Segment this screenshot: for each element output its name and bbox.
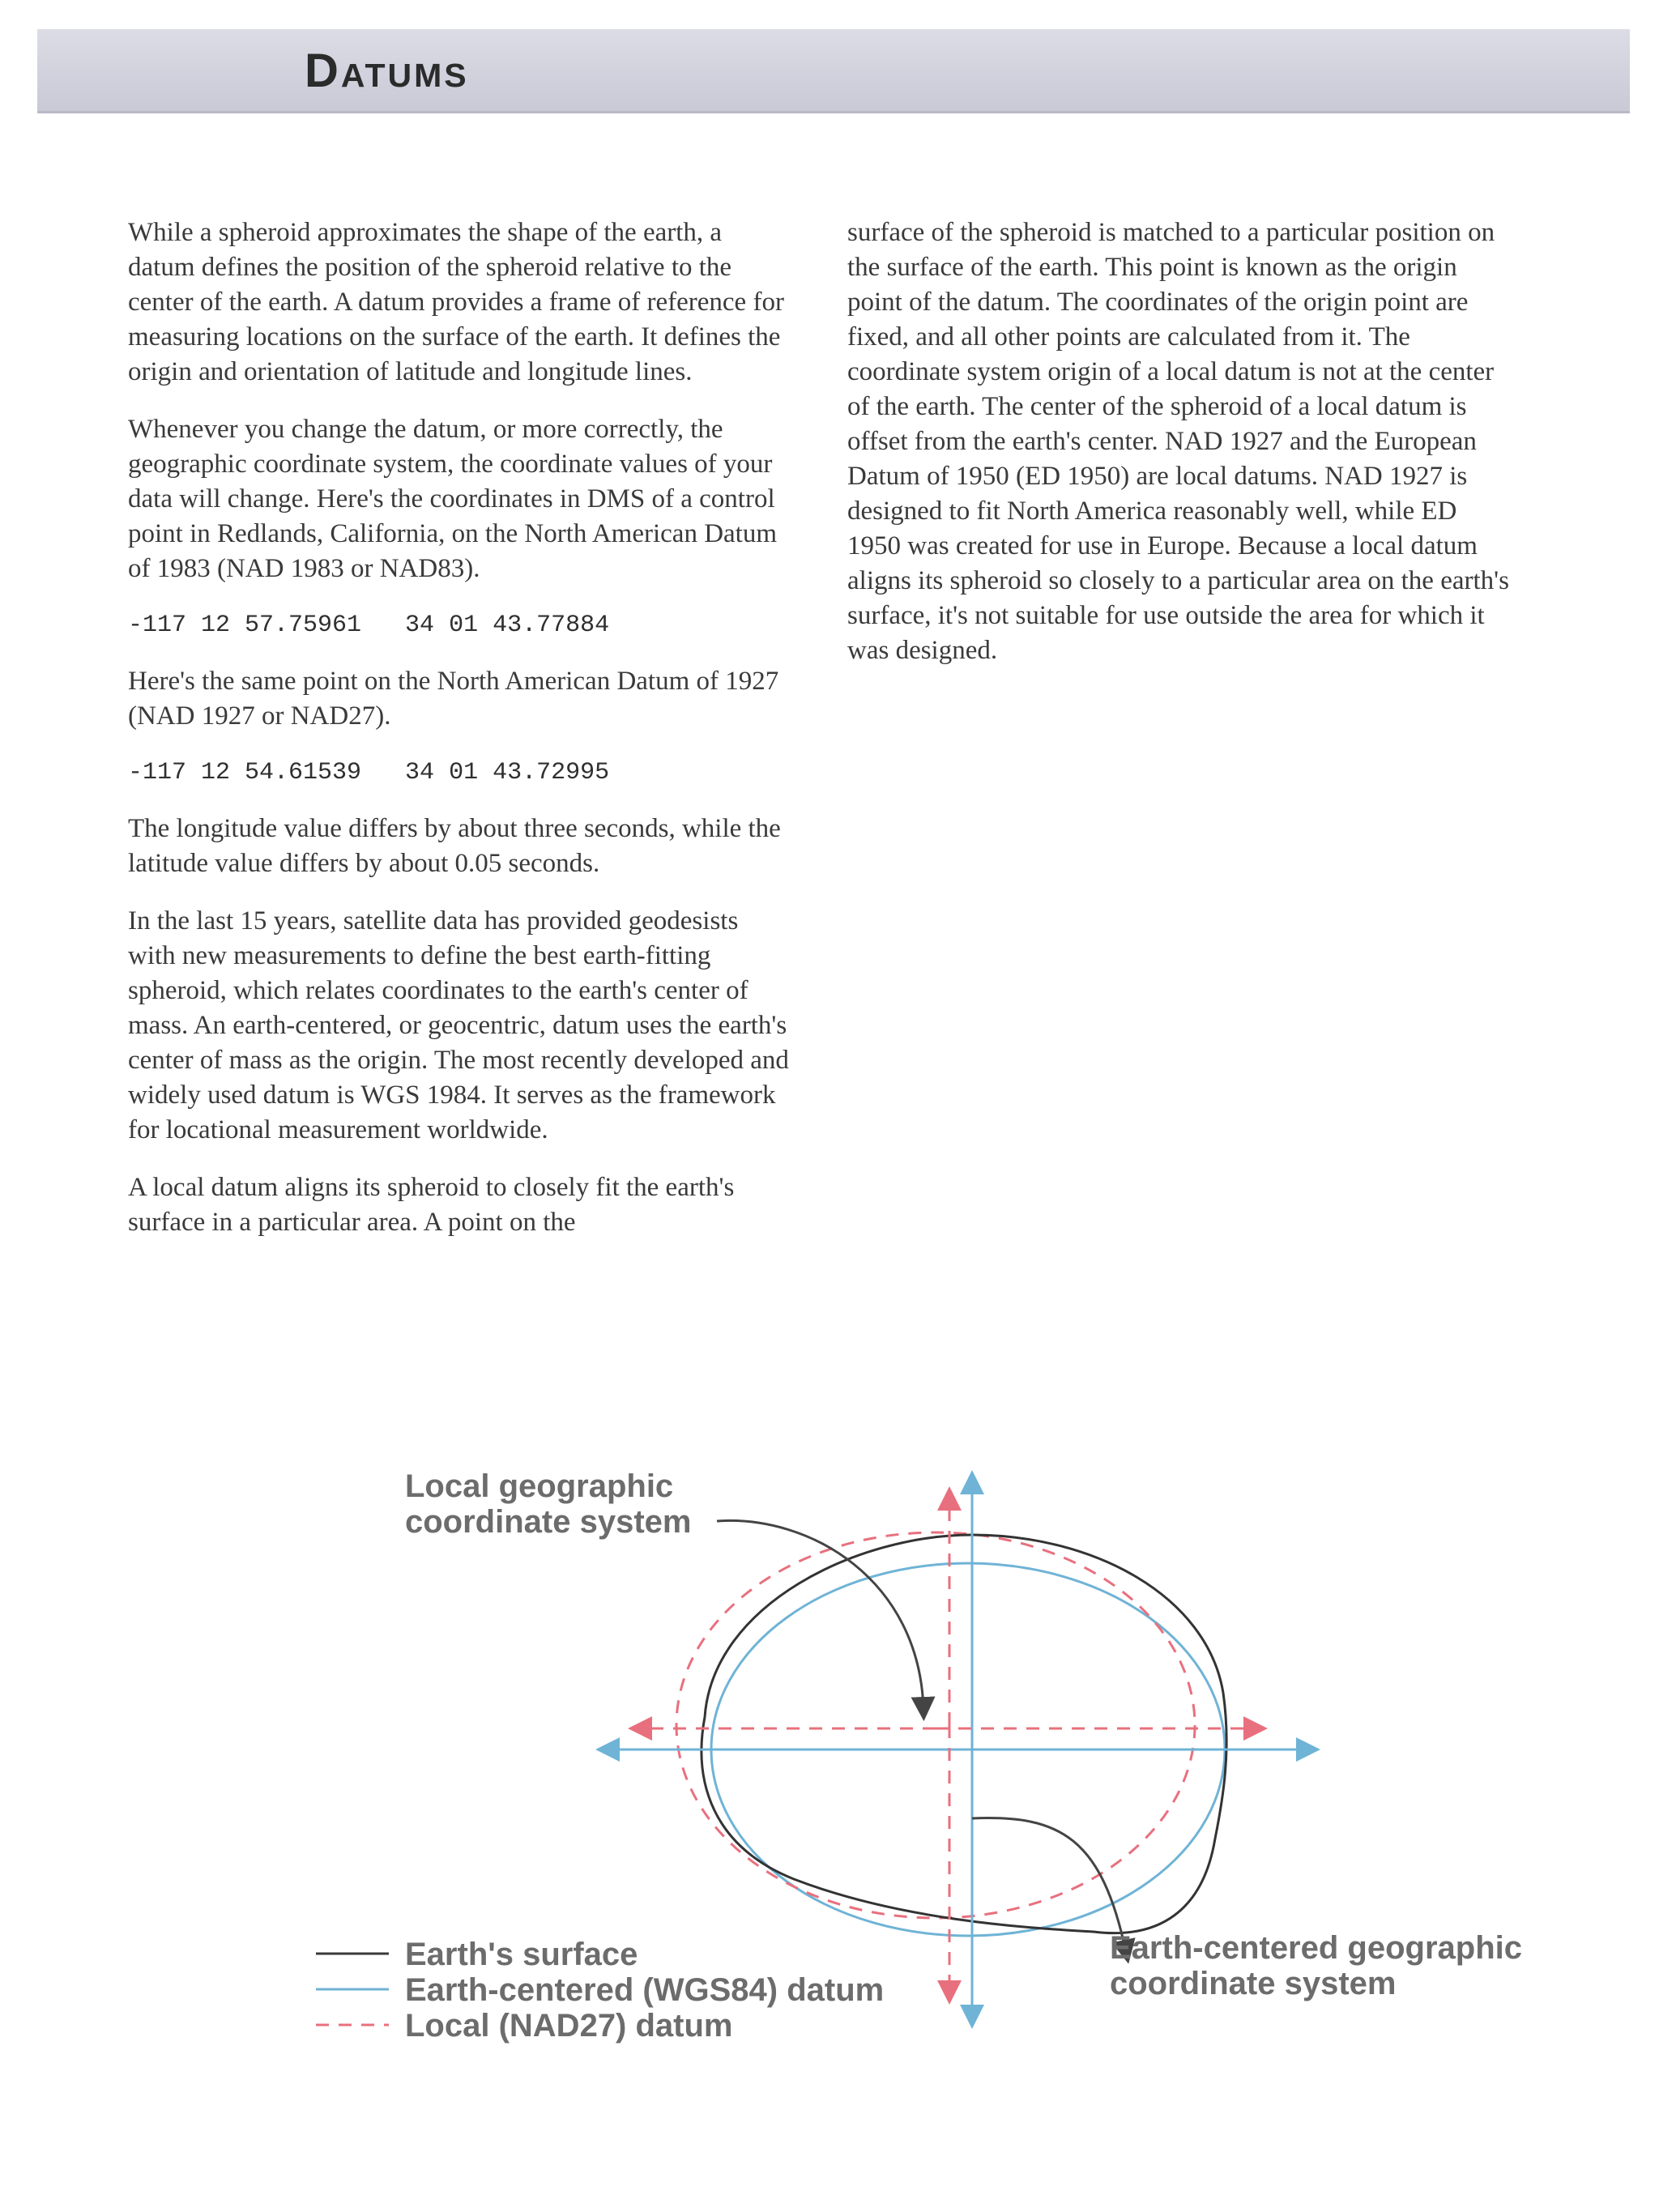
right-column	[847, 215, 1512, 691]
paragraph: surface of the spheroid is matched to a particular position on the surface of the earth. This point is known as the origin point of the datum. The coordinates of the origin point are fixed, and all other points are calculated from it. The coordinate system origin of a local datum is not at the center of the earth. The center of the spheroid of a local datum is offset from the earth's center. NAD 1927 and the European Datum of 1950 (ED 1950) are local datums. NAD 1927 is designed to fit North America reasonably well, while ED 1950 was created for use in Europe. Because a local datum aligns its spheroid so closely to a particular area on the earth's surface, it's not suitable for use outside the area for which it was designed.	[847, 218, 1509, 665]
label-earth-line2: coordinate system	[1110, 1966, 1397, 2001]
coordinate-nad83: -117 12 57.75961 34 01 43.77884	[128, 612, 610, 639]
nad27-datum-ellipse	[676, 1532, 1195, 1918]
left-column	[128, 215, 792, 1263]
paragraph: A local datum aligns its spheroid to closely fit the earth's surface in a particular area. A point on the	[128, 1173, 735, 1237]
legend-earth-surface: Earth's surface	[405, 1937, 638, 1972]
paragraph: The longitude value differs by about three seconds, while the latitude value differs by about 0.05 seconds.	[128, 814, 781, 878]
legend-nad27: Local (NAD27) datum	[405, 2008, 733, 2044]
paragraph: While a spheroid approximates the shape of the earth, a datum defines the position of the spheroid relative to the center of the earth. A datum provides a frame of reference for measuring locations on the surface of the earth. It defines the origin and orientation of latitude and longitude lines.	[128, 218, 784, 386]
label-earth-line1: Earth-centered geographic	[1110, 1930, 1523, 1966]
paragraph: In the last 15 years, satellite data has provided geodesists with new measurements to define the best earth-fitting spheroid, which relates coordinates to the earth's center of mass. An earth-centered, or geocentric, datum uses the earth's center of mass as the origin. The most recently developed and widely used datum is WGS 1984. It serves as the framework for locational measurement worldwide.	[128, 906, 789, 1144]
coordinate-nad27: -117 12 54.61539 34 01 43.72995	[128, 759, 610, 786]
label-local-line2: coordinate system	[405, 1504, 692, 1540]
legend-wgs84: Earth-centered (WGS84) datum	[405, 1972, 885, 2008]
paragraph: Here's the same point on the North American Datum of 1927 (NAD 1927 or NAD27).	[128, 667, 779, 731]
datum-diagram	[292, 1458, 1555, 2073]
paragraph: Whenever you change the datum, or more correctly, the geographic coordinate system, the coordinate values of your data will change. Here's the coordinates in DMS of a control point in Redlands, California, on the North American Datum of 1983 (NAD 1983 or NAD83).	[128, 415, 778, 583]
header-band	[37, 29, 1630, 113]
page-title: Datums	[305, 45, 469, 97]
legend	[316, 1937, 884, 2044]
local-callout-arrow	[717, 1520, 923, 1709]
label-local-line1: Local geographic	[405, 1468, 674, 1504]
earth-surface-outline	[702, 1535, 1226, 1933]
